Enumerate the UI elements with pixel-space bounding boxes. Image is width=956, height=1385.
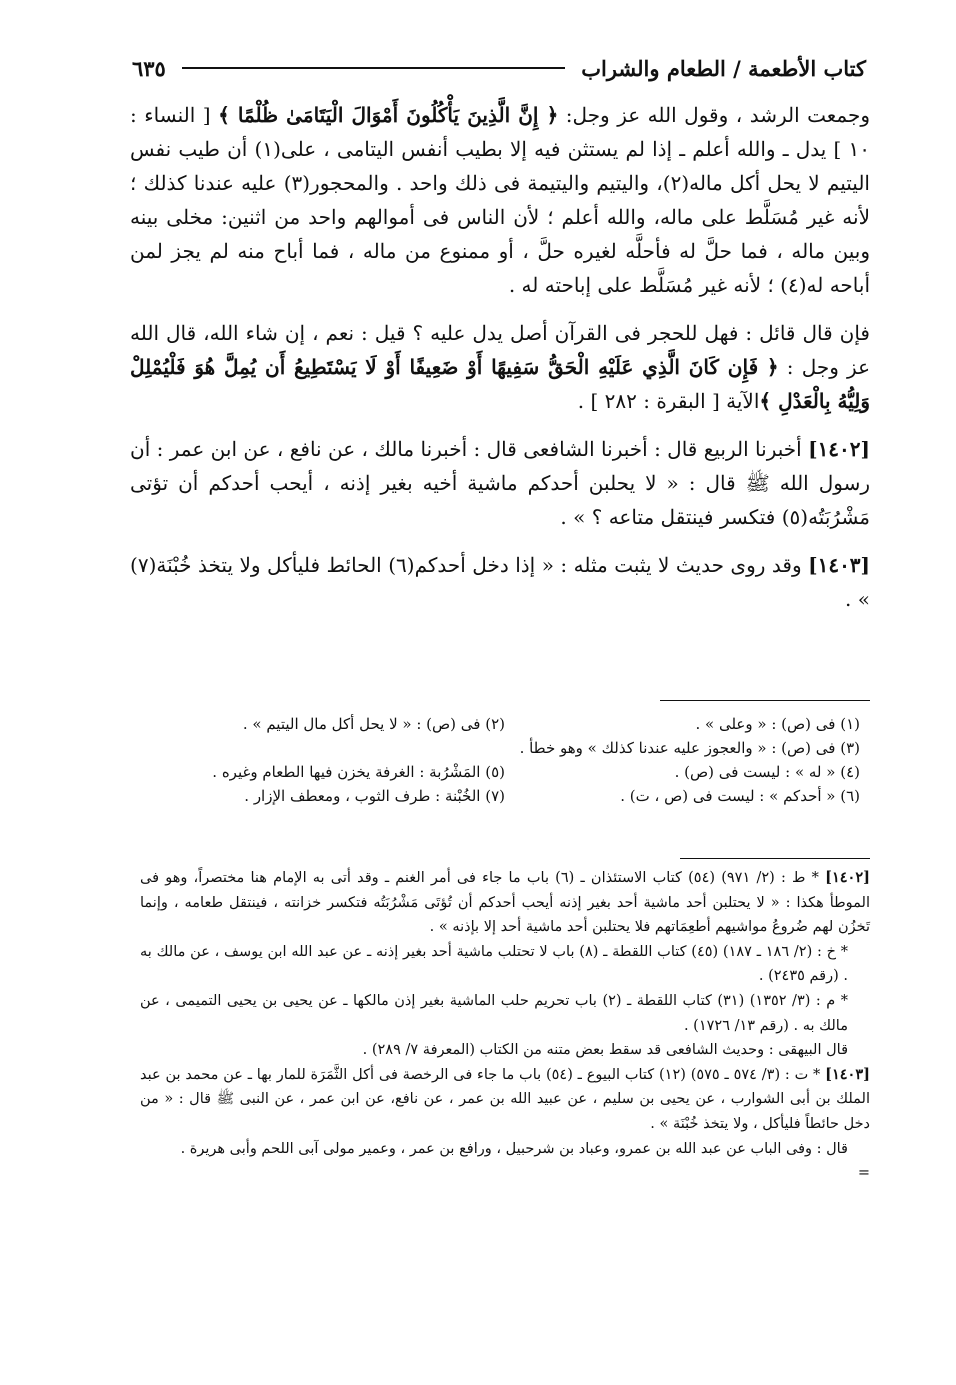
paragraph-2-end: الآية [ البقرة : ٢٨٢ ] .: [577, 389, 760, 413]
takhrij-notes: [140, 866, 870, 1186]
paragraph-2: [130, 316, 870, 418]
running-title: كتاب الأطعمة / الطعام والشراب: [581, 55, 866, 81]
paragraph-1-intro: وجمعت الرشد ، وقول الله عز وجل:: [558, 103, 871, 127]
takhrij-number: [١٤٠٢]: [825, 869, 870, 886]
footnote-divider: [660, 700, 870, 701]
footnote-row: [150, 784, 860, 808]
hadith-text: أخبرنا الربيع قال : أخبرنا الشافعى قال : أخبرنا مالك ، عن نافع ، عن ابن عمر : أن رسول الله ﷺ قال : « لا يحلبن أحدكم ماشية أخيه بغير إذنه ، أيحب أحدكم أن تؤتى مَشْرُبَتُه(٥) فتكسر فينتقل متاعه ؟ » .: [130, 437, 870, 529]
header-rule: [182, 67, 565, 69]
footnote: (٣) فى (ص) : « والعجوز عليه عندنا كذلك » وهو خطأ .: [519, 739, 860, 757]
paragraph-1: [130, 98, 870, 302]
takhrij-text: * ت : (٣/ ٥٧٤ ـ ٥٧٥) (١٢) كتاب البيوع ـ (٥٤) باب ما جاء فى الرخصة فى أكل الثَّمَرَة للمار بها ـ عن محمد بن عبد الملك بن أبى الشوارب ، عن يحيى بن سليم ، عن عبيد الله بن عمر ، عن نافع، عن ابن عمر ، عن النبى ﷺ قال : « من دخل حائطاً فليأكل ، ولا يتخذ خُبْنَة » .: [140, 1066, 870, 1132]
footnote-row: [150, 712, 860, 736]
paragraph-1-body: يدل ـ والله أعلم ـ إذا لم يستثن فيه إلا بطيب أنفس اليتامى ، على(١) أن طيب نفس اليتيم لا يحل أكل ماله(٢)، واليتيم واليتيمة فى ذلك واحد . والمحجور(٣) عليه عندنا كذلك ؛ لأنه غير مُسَلَّط على ماله، والله أعلم ؛ لأن الناس فى أموالهم واحد من اثنين: مخلى بينه وبين ماله ، فما حلَّ له فأحلَّه لغيره حلَّ ، أو ممنوع من ماله ، فما أباح منه لم يجز لمن أباحه له(٤) ؛ لأنه غير مُسَلَّط على إباحته له .: [130, 137, 870, 297]
takhrij-text: * ط : (٢/ ٩٧١) (٥٤) كتاب الاستئذان ـ (٦) باب ما جاء فى أمر الغنم ـ وقد أتى به الإمام هنا مختصراً، وهو فى الموطأ هكذا : « لا يحتلبن أحد ماشية أحد بغير إذنه أيحب أحدكم أن تُؤتَى مَشْرُبَتُه فتكسر خزانته ، فينتقل طعامه ، وإنما تَخزُن لهم ضُروعُ مواشيهم أطعِمَاتهم فلا يحتلبن أحد ماشية أحد إلا بإذنه » .: [140, 870, 870, 936]
footnote: (١) فى (ص) : « وعلى » .: [695, 715, 860, 733]
hadith-text: وقد روى حديث لا يثبت مثله : « إذا دخل أحدكم(٦) الحائط فليأكل ولا يتخذ خُبْنَة(٧) » .: [130, 553, 870, 611]
page-number: ٦٣٥: [132, 55, 166, 81]
footnote-row: [150, 760, 860, 784]
quran-verse-nisa: ﴿ إِنَّ الَّذِينَ يَأْكُلُونَ أَمْوَالَ الْيَتَامَىٰ ظُلْمًا ﴾: [218, 103, 559, 127]
hadith-1402: [130, 432, 870, 534]
footnote: (٧) الخُبْنة : طرف الثوب ، ومعطف الإزار .: [244, 787, 505, 805]
hadith-1403: [130, 548, 870, 616]
takhrij-entry: قال البيهقى : وحديث الشافعى قد سقط بعض متنه من الكتاب (المعرفة ٧/ ٢٨٩) .: [362, 1042, 848, 1059]
main-text: [130, 98, 870, 616]
footnote: (٥) المَشْرُبة : الغرفة يخزن فيها الطعام وغيره .: [212, 763, 505, 781]
verse-reference: [ النساء : ١٠ ]: [130, 103, 870, 161]
takhrij-entry: * خ : (٢/ ١٨٦ ـ ١٨٧) (٤٥) كتاب اللقطة ـ (٨) باب لا تحتلب ماشية أحد بغير إذنه ـ عن عبد الله ابن يوسف ، عن مالك به . (رقم ٢٤٣٥) .: [140, 943, 849, 985]
takhrij-number: [١٤٠٣]: [825, 1065, 871, 1083]
footnotes: [150, 712, 860, 808]
footnote-row: [150, 736, 860, 760]
hadith-number: [١٤٠٢]: [808, 437, 870, 461]
footnote: (٤) « له » : ليست فى (ص) .: [674, 763, 860, 781]
takhrij-entry: [140, 1063, 870, 1137]
end-mark: =: [857, 1165, 870, 1182]
takhrij-entry: [140, 866, 870, 940]
paragraph-2-intro: فإن قال قائل : فهل للحجر فى القرآن أصل يدل عليه ؟ قيل : نعم ، إن شاء الله، قال الله عز وجل :: [130, 321, 870, 379]
takhrij-entry: * م : (٣/ ١٣٥٢) (٣١) كتاب اللقطة ـ (٢) باب تحريم حلب الماشية بغير إذن مالكها ـ عن يحيى بن يحيى التميمى ، عن مالك به . (رقم ١٣/ ١٧٢٦) .: [140, 992, 848, 1034]
takhrij-entry: قال : وفى الباب عن عبد الله بن عمرو، وعباد بن شرحبيل ، ورافع بن عمر ، وعمير مولى آبى اللحم وأبى هريرة .: [180, 1140, 848, 1157]
takhrij-divider: [680, 858, 870, 859]
hadith-number: [١٤٠٣]: [808, 553, 871, 577]
page-header: [132, 50, 866, 86]
footnote: (٦) « أحدكم » : ليست فى (ص ، ت) .: [620, 787, 860, 805]
quran-verse-baqara: ﴿ فَإِن كَانَ الَّذِي عَلَيْهِ الْحَقُّ سَفِيهًا أَوْ ضَعِيفًا أَوْ لَا يَسْتَطِيعُ أَن يُمِلَّ هُوَ فَلْيُمْلِلْ وَلِيُّهُ بِالْعَدْلِ ﴾: [130, 355, 870, 413]
footnote: (٢) فى (ص) : « لا يحل أكل مال اليتيم » .: [242, 715, 505, 733]
